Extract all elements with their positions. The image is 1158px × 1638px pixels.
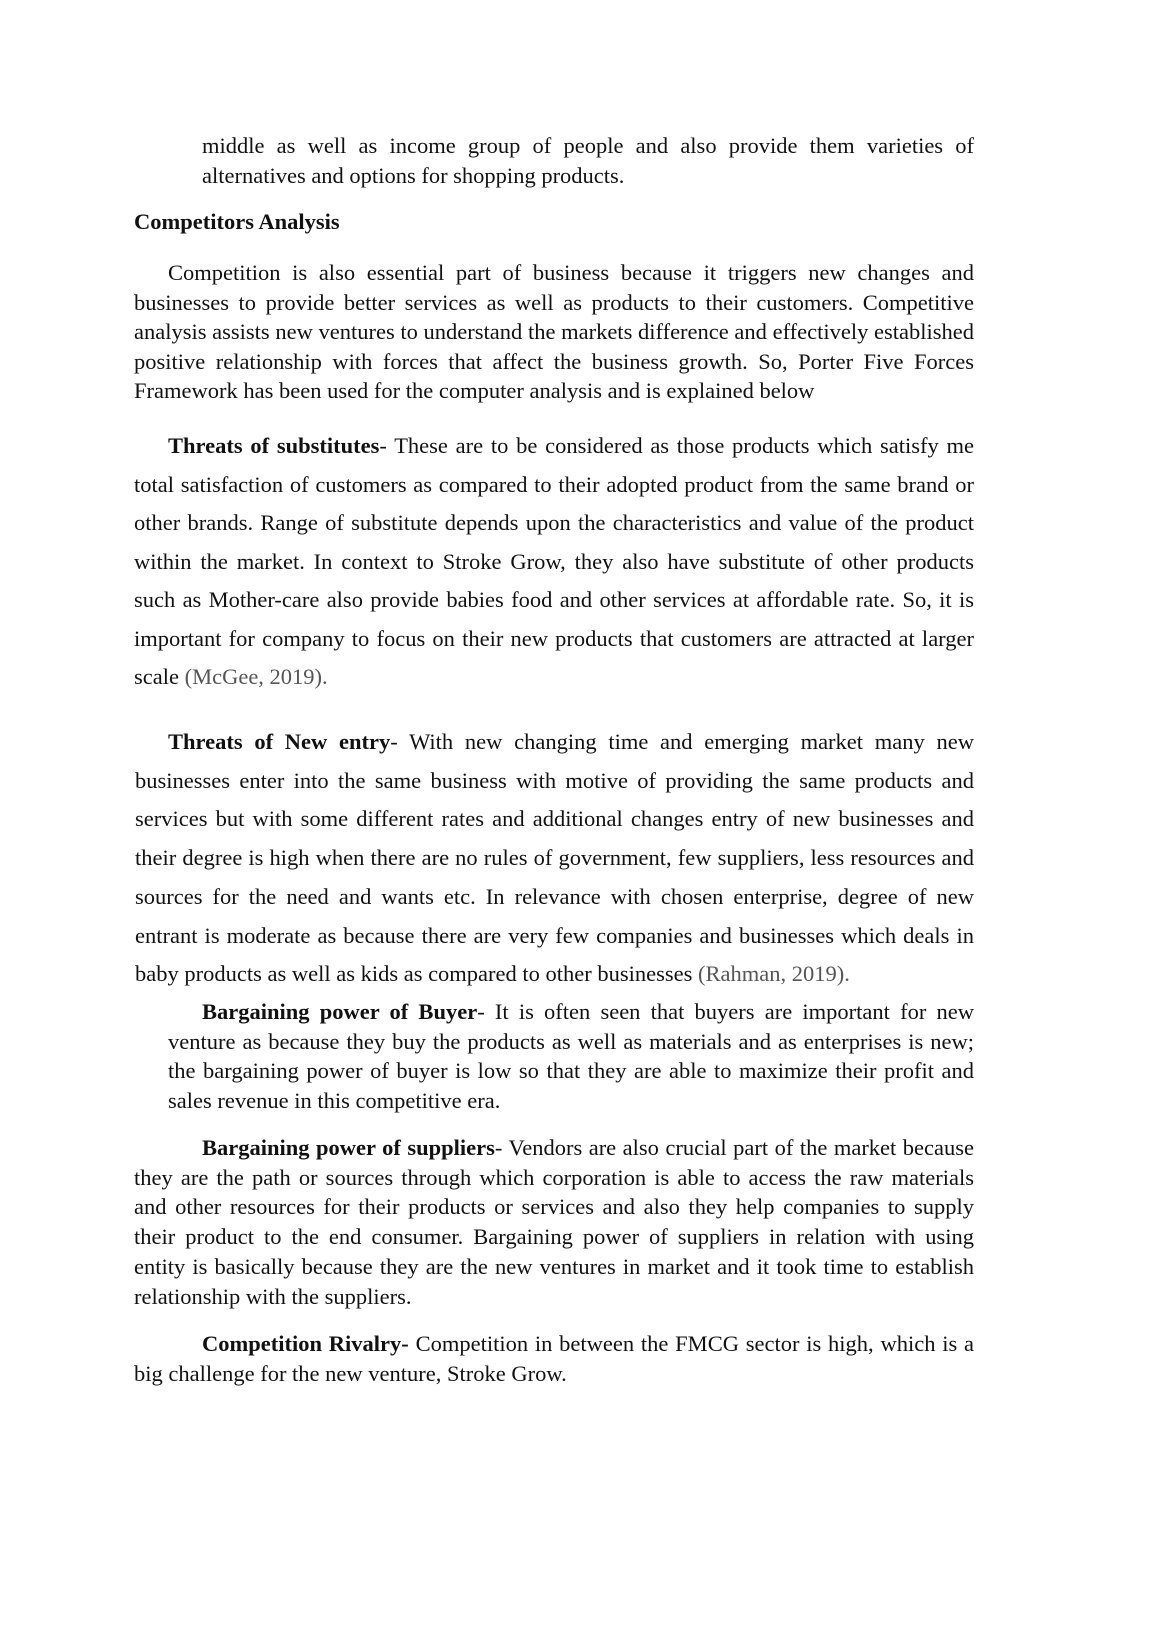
substitutes-term: Threats of substitutes (168, 433, 380, 458)
rivalry-paragraph (134, 1329, 974, 1389)
buyer-term: Bargaining power of Buyer (202, 999, 478, 1024)
substitutes-paragraph (134, 427, 974, 697)
suppliers-term: Bargaining power of suppliers (202, 1135, 495, 1160)
substitutes-body: - These are to be considered as those products which satisfy me total satisfaction of customers as compared to their adopted product from the same brand or other brands. Range of substitute depends upon the characteristics and value of the product within the market. In context to Stroke Grow, they also have substitute of other products such as Mother-care also provide babies food and other services at affordable rate. So, it is important for company to focus on their new products that customers are attracted at larger scale (134, 433, 974, 689)
overview-paragraph: Competition is also essential part of business because it triggers new changes and businesses to provide better services as well as products to their customers. Competitive analysis assists new ventures to understand the markets difference and effectively established positive relationship with forces that affect the business growth. So, Porter Five Forces Framework has been used for the computer analysis and is explained below (134, 260, 974, 403)
buyer-paragraph (168, 997, 974, 1115)
new-entry-paragraph (135, 723, 974, 994)
suppliers-paragraph (134, 1133, 974, 1311)
buyer-body: - It is often seen that buyers are important for new venture as because they buy the products as well as materials and as enterprises is new; the bargaining power of buyer is low so that they are able to maximize their profit and sales revenue in this competitive era. (168, 999, 974, 1113)
new-entry-term: Threats of New entry (168, 729, 391, 754)
new-entry-body: - With new changing time and emerging market many new businesses enter into the same business with motive of providing the same products and services but with some different rates and additional changes entry of new businesses and their degree is high when there are no rules of government, few suppliers, less resources and sources for the need and wants etc. In relevance with chosen enterprise, degree of new entrant is moderate as because there are very few companies and businesses which deals in baby products as well as kids as compared to other businesses (135, 729, 974, 987)
suppliers-body: - Vendors are also crucial part of the market because they are the path or sources through which corporation is able to access the raw materials and other resources for their products or services and also they help companies to supply their product to the end consumer. Bargaining power of suppliers in relation with using entity is basically because they are the new ventures in market and it took time to establish relationship with the suppliers. (134, 1135, 974, 1309)
intro-paragraph: middle as well as income group of people and also provide them varieties of alternatives and options for shopping products. (202, 133, 974, 188)
rivalry-term: Competition Rivalry (202, 1331, 402, 1356)
rivalry-dash: - (401, 1331, 409, 1356)
new-entry-citation: (Rahman, 2019). (698, 961, 850, 987)
substitutes-citation: (McGee, 2019). (184, 664, 328, 689)
rivalry-body: Competition in between the FMCG sector is high, which is a big challenge for the new venture, Stroke Grow. (134, 1331, 975, 1386)
section-heading: Competitors Analysis (134, 209, 340, 234)
